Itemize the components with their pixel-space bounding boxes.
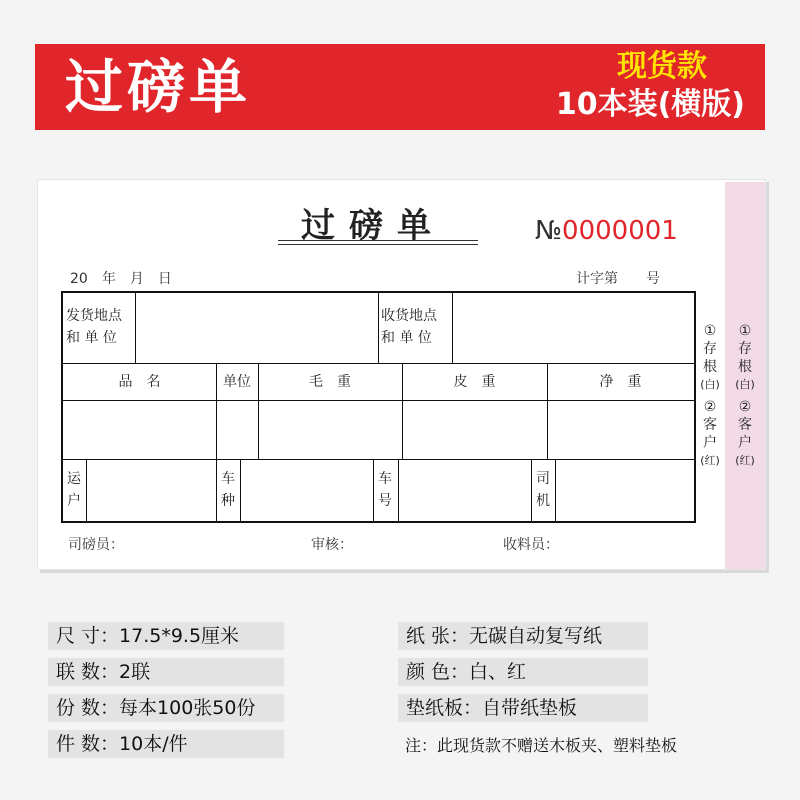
row-divider <box>63 400 694 401</box>
col-net: 净 重 <box>599 374 642 390</box>
top-banner <box>35 44 765 130</box>
col-divider <box>452 293 453 363</box>
col-product: 品 名 <box>118 374 161 390</box>
spec-paper: 纸 张：无碳自动复写纸 <box>398 622 648 650</box>
col-divider <box>216 459 217 521</box>
copy-legend-white: ① 存 根 (白) ② 客 户 (红) <box>700 323 720 467</box>
copy-legend-red: ① 存 根 (白) ② 客 户 (红) <box>735 323 755 467</box>
spec-size: 尺 寸：17.5*9.5厘米 <box>48 622 284 650</box>
slip-table <box>61 291 696 523</box>
weigher-label: 司磅员： <box>68 537 124 553</box>
vehicle-no-label: 车 号 <box>378 471 392 509</box>
col-divider <box>398 459 399 521</box>
spec-board: 垫纸板：自带纸垫板 <box>398 694 648 722</box>
receiver-clerk-label: 收料员： <box>503 537 559 553</box>
spec-note: 注：此现货款不赠送木板夹、塑料垫板 <box>405 736 678 755</box>
driver-label: 司 机 <box>536 471 550 509</box>
weighing-slip <box>37 179 766 570</box>
spec-copies: 联 数：2联 <box>48 658 284 686</box>
col-unit: 单位 <box>223 374 251 390</box>
sender-label: 发货地点 和 单 位 <box>66 308 122 346</box>
row-divider <box>63 363 694 364</box>
banner-subtitle-pack: 10本装(横版) <box>555 87 745 122</box>
col-tare: 皮 重 <box>453 374 496 390</box>
col-gross: 毛 重 <box>309 374 351 390</box>
serial-prefix: № <box>535 216 563 246</box>
counter-label: 计字第 号 <box>576 271 660 287</box>
spec-sets: 份 数：每本100张50份 <box>48 694 284 722</box>
banner-subtitle-stock: 现货款 <box>617 49 707 84</box>
spec-pieces: 件 数：10本/件 <box>48 730 284 758</box>
col-divider <box>378 293 379 363</box>
reviewer-label: 审核： <box>311 537 353 553</box>
title-underline-2 <box>278 244 478 245</box>
spec-colors: 颜 色：白、红 <box>398 658 648 686</box>
col-divider <box>240 459 241 521</box>
date-label: 20 年 月 日 <box>70 271 172 287</box>
receiver-label: 收货地点 和 单 位 <box>381 308 437 346</box>
row-divider <box>63 459 694 460</box>
slip-title: 过磅单 <box>301 206 445 246</box>
vehicle-type-label: 车 种 <box>221 471 235 509</box>
col-divider <box>135 293 136 363</box>
col-divider <box>373 459 374 521</box>
col-divider <box>86 459 87 521</box>
col-divider <box>555 459 556 521</box>
serial-number <box>535 216 678 246</box>
carrier-label: 运 户 <box>67 471 81 509</box>
title-underline <box>278 240 478 241</box>
banner-title: 过磅单 <box>65 53 252 121</box>
serial-digits: 0000001 <box>562 216 678 246</box>
col-divider <box>531 459 532 521</box>
